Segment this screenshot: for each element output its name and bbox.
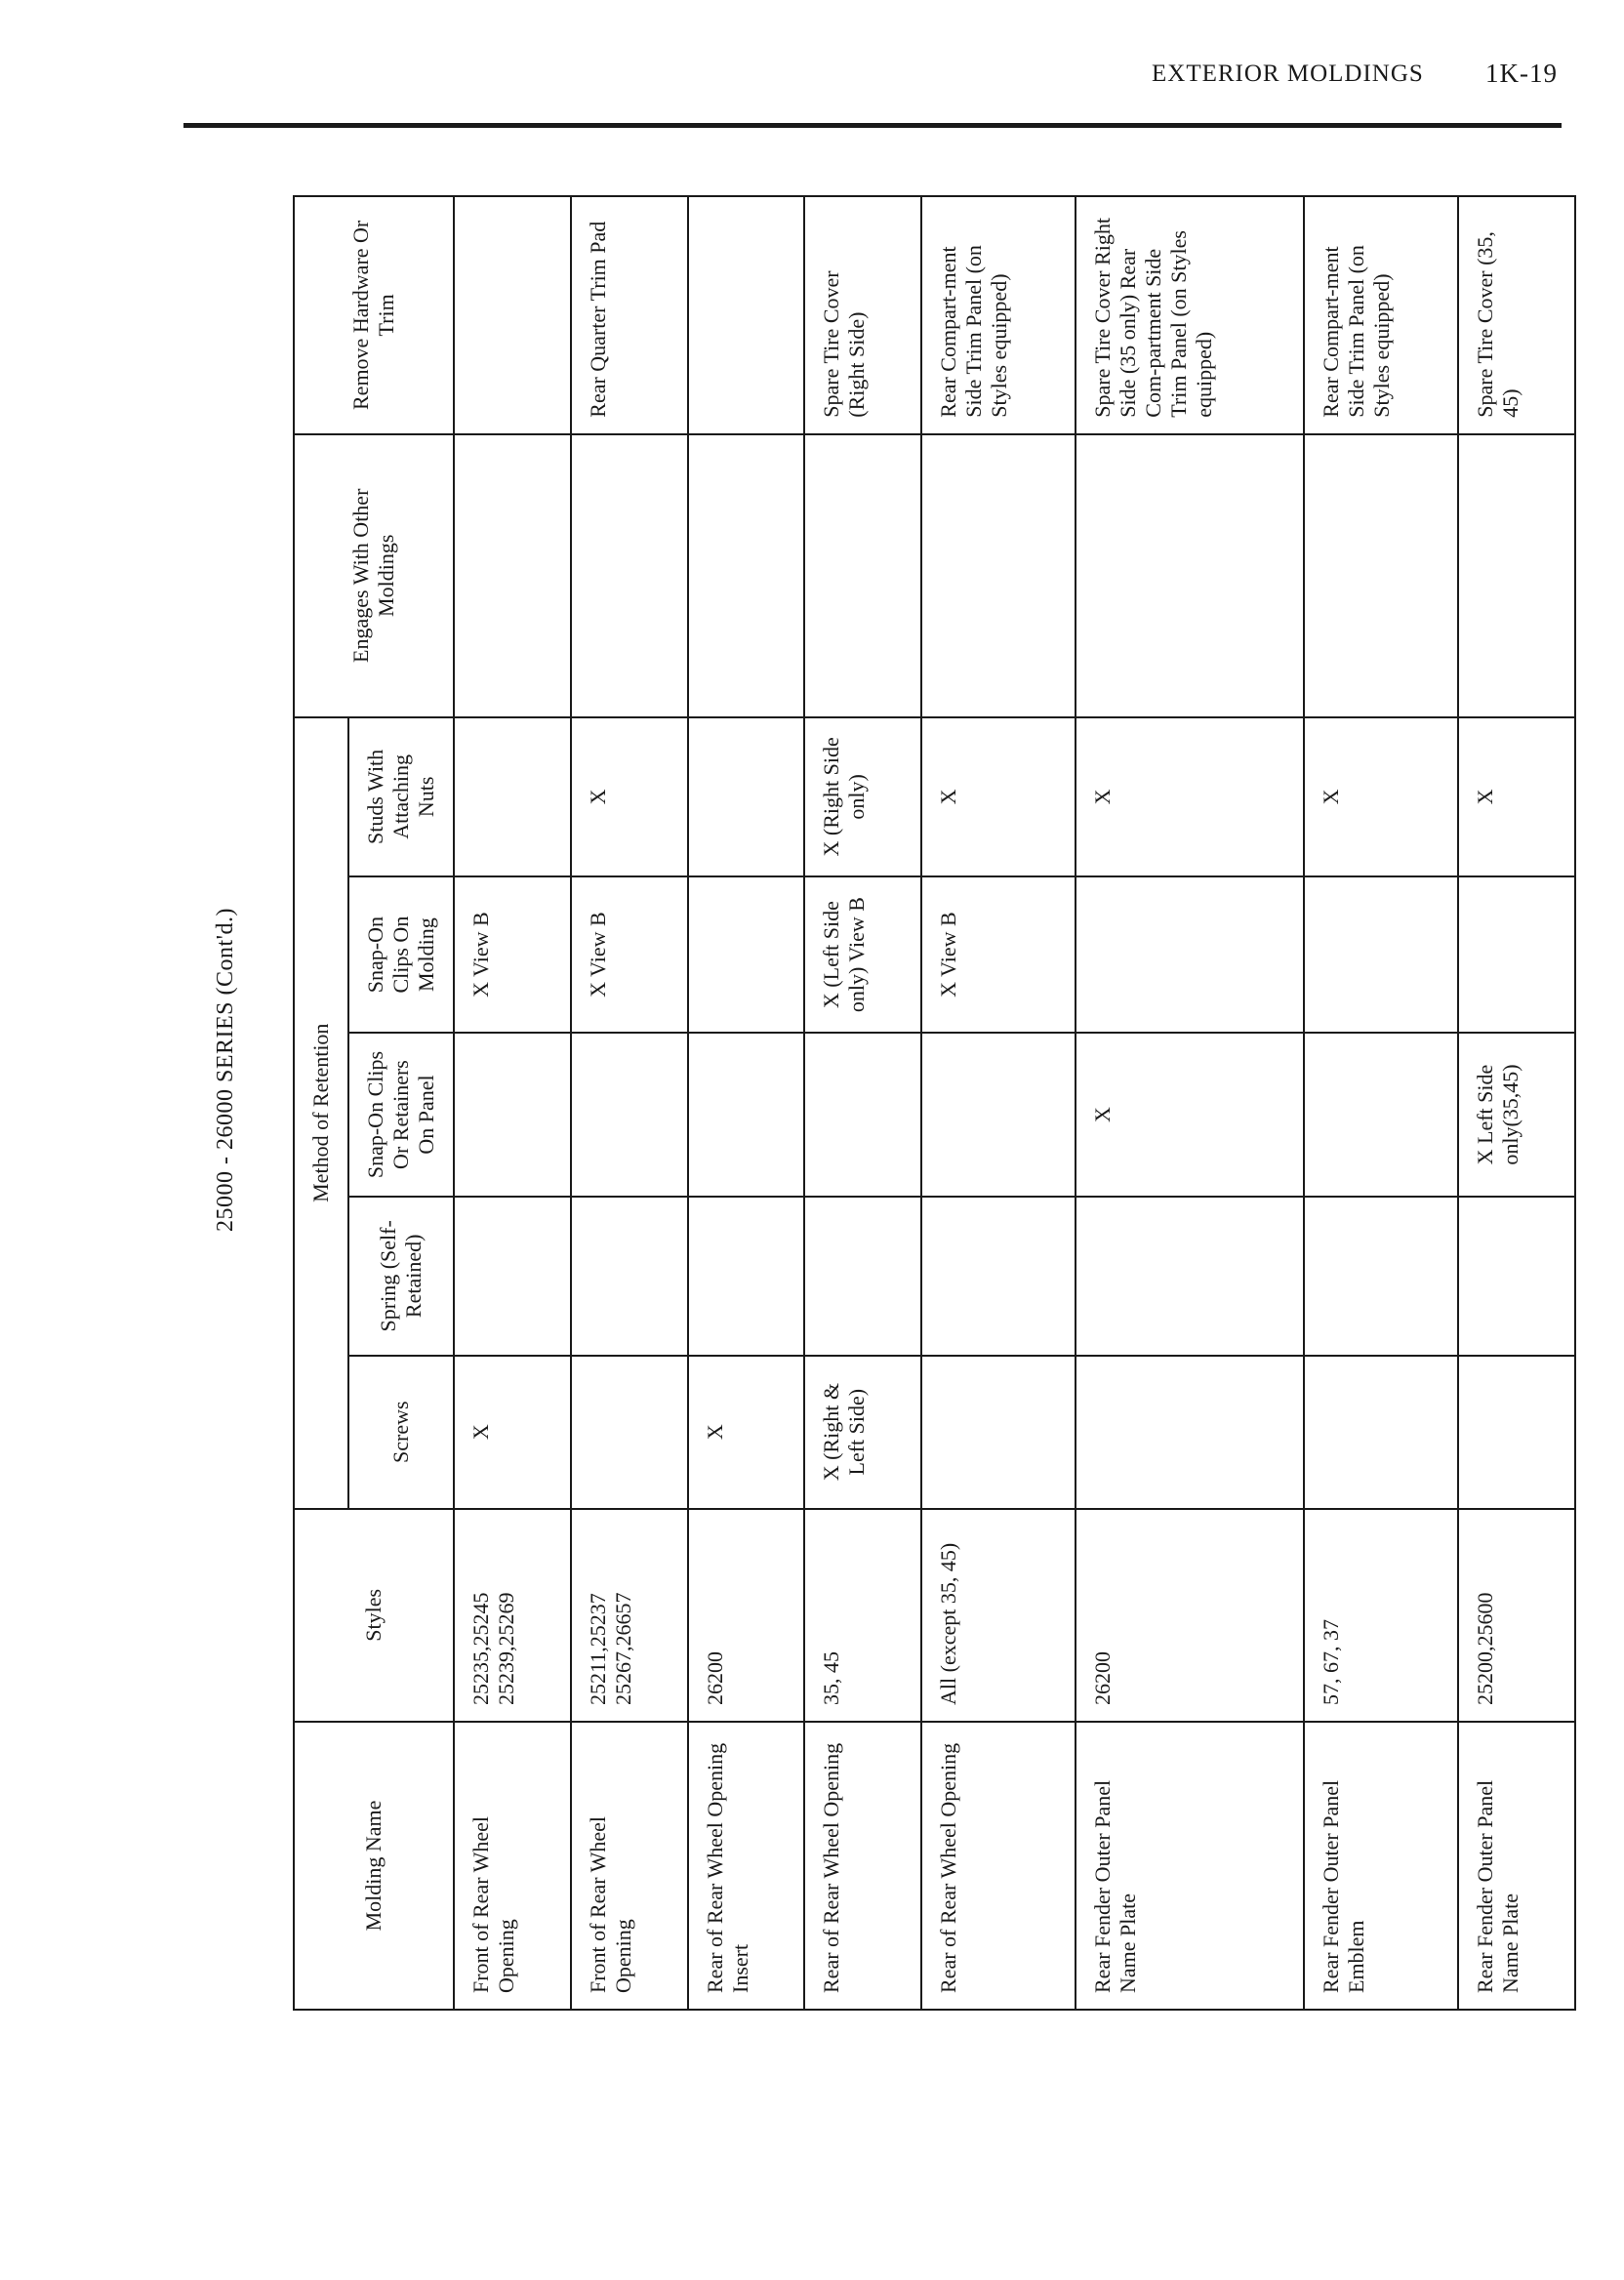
- cell-spring: [921, 1197, 1076, 1356]
- cell-spring: [1304, 1197, 1458, 1356]
- header-spring: Spring (Self-Retained): [348, 1197, 454, 1356]
- cell-screws: X: [454, 1356, 571, 1509]
- header-engages: Engages With Other Moldings: [294, 434, 454, 717]
- cell-snap-panel: [921, 1033, 1076, 1197]
- cell-studs: X: [571, 717, 688, 876]
- cell-styles: 25211,25237 25267,26657: [571, 1509, 688, 1722]
- table-row: [688, 196, 805, 2010]
- cell-studs: X: [1304, 717, 1458, 876]
- cell-engages: [454, 434, 571, 717]
- cell-screws: X (Right & Left Side): [804, 1356, 921, 1509]
- cell-studs: X: [1076, 717, 1304, 876]
- cell-spring: [454, 1197, 571, 1356]
- cell-spring: [571, 1197, 688, 1356]
- cell-name: Rear of Rear Wheel Opening: [804, 1722, 921, 2010]
- cell-snap-molding: X View B: [571, 876, 688, 1033]
- cell-screws: X: [688, 1356, 805, 1509]
- cell-studs: X (Right Side only): [804, 717, 921, 876]
- cell-screws: [1458, 1356, 1575, 1509]
- cell-engages: [1304, 434, 1458, 717]
- header-screws: Screws: [348, 1356, 454, 1509]
- header-studs: Studs With Attaching Nuts: [348, 717, 454, 876]
- cell-screws: [571, 1356, 688, 1509]
- cell-styles: 35, 45: [804, 1509, 921, 1722]
- page-number: 1K-19: [1485, 59, 1558, 88]
- cell-styles: 26200: [688, 1509, 805, 1722]
- cell-remove: Spare Tire Cover (Right Side): [804, 196, 921, 434]
- cell-screws: [1304, 1356, 1458, 1509]
- cell-snap-molding: X View B: [454, 876, 571, 1033]
- header-method-of-retention: Method of Retention: [294, 717, 348, 1509]
- cell-engages: [804, 434, 921, 717]
- cell-snap-panel: X: [1076, 1033, 1304, 1197]
- cell-snap-molding: [1076, 876, 1304, 1033]
- header-snap-molding: Snap-On Clips On Molding: [348, 876, 454, 1033]
- cell-snap-panel: [804, 1033, 921, 1197]
- header-remove: Remove Hardware Or Trim: [294, 196, 454, 434]
- table-row: [571, 196, 688, 2010]
- cell-name: Front of Rear Wheel Opening: [571, 1722, 688, 2010]
- cell-name: Front of Rear Wheel Opening: [454, 1722, 571, 2010]
- section-title: EXTERIOR MOLDINGS: [1152, 61, 1424, 87]
- cell-engages: [688, 434, 805, 717]
- cell-spring: [1458, 1197, 1575, 1356]
- cell-engages: [571, 434, 688, 717]
- cell-remove: Rear Compart-ment Side Trim Panel (on Styles equipped): [1304, 196, 1458, 434]
- cell-styles: 25235,25245 25239,25269: [454, 1509, 571, 1722]
- table-row: [804, 196, 921, 2010]
- moldings-table: [293, 195, 1576, 2011]
- cell-spring: [1076, 1197, 1304, 1356]
- table-body: [454, 196, 1575, 2010]
- cell-styles: 25200,25600: [1458, 1509, 1575, 1722]
- moldings-table-wrapper: [293, 195, 1576, 2011]
- cell-styles: 57, 67, 37: [1304, 1509, 1458, 1722]
- cell-name: Rear Fender Outer Panel Emblem: [1304, 1722, 1458, 2010]
- table-row: [1076, 196, 1304, 2010]
- table-row: [1304, 196, 1458, 2010]
- cell-name: Rear Fender Outer Panel Name Plate: [1076, 1722, 1304, 2010]
- cell-snap-panel: [688, 1033, 805, 1197]
- cell-snap-molding: X View B: [921, 876, 1076, 1033]
- cell-studs: [688, 717, 805, 876]
- cell-remove: Spare Tire Cover Right Side (35 only) Rear Com-partment Side Trim Panel (on Styles equipped): [1076, 196, 1304, 434]
- cell-snap-panel: [571, 1033, 688, 1197]
- cell-remove: [688, 196, 805, 434]
- cell-engages: [1076, 434, 1304, 717]
- cell-engages: [1458, 434, 1575, 717]
- table-row: [454, 196, 571, 2010]
- table-row: [921, 196, 1076, 2010]
- header-styles: Styles: [294, 1509, 454, 1722]
- cell-remove: Spare Tire Cover (35, 45): [1458, 196, 1575, 434]
- cell-engages: [921, 434, 1076, 717]
- cell-spring: [804, 1197, 921, 1356]
- cell-name: Rear Fender Outer Panel Name Plate: [1458, 1722, 1575, 2010]
- cell-name: Rear of Rear Wheel Opening Insert: [688, 1722, 805, 2010]
- header-rule: [183, 123, 1562, 128]
- cell-snap-panel: X Left Side only(35,45): [1458, 1033, 1575, 1197]
- cell-snap-panel: [454, 1033, 571, 1197]
- cell-styles: All (except 35, 45): [921, 1509, 1076, 1722]
- cell-snap-molding: [1458, 876, 1575, 1033]
- cell-snap-molding: X (Left Side only) View B: [804, 876, 921, 1033]
- cell-styles: 26200: [1076, 1509, 1304, 1722]
- header-molding-name: Molding Name: [294, 1722, 454, 2010]
- cell-snap-molding: [688, 876, 805, 1033]
- page-header: [1152, 57, 1562, 92]
- cell-screws: [921, 1356, 1076, 1509]
- table-caption: 25000 - 26000 SERIES (Cont'd.): [213, 908, 238, 1232]
- cell-name: Rear of Rear Wheel Opening: [921, 1722, 1076, 2010]
- cell-remove: Rear Compart-ment Side Trim Panel (on Styles equipped): [921, 196, 1076, 434]
- header-snap-panel: Snap-On Clips Or Retainers On Panel: [348, 1033, 454, 1197]
- cell-studs: X: [1458, 717, 1575, 876]
- table-row: [1458, 196, 1575, 2010]
- cell-snap-panel: [1304, 1033, 1458, 1197]
- cell-screws: [1076, 1356, 1304, 1509]
- cell-spring: [688, 1197, 805, 1356]
- cell-studs: X: [921, 717, 1076, 876]
- cell-studs: [454, 717, 571, 876]
- cell-remove: [454, 196, 571, 434]
- cell-snap-molding: [1304, 876, 1458, 1033]
- cell-remove: Rear Quarter Trim Pad: [571, 196, 688, 434]
